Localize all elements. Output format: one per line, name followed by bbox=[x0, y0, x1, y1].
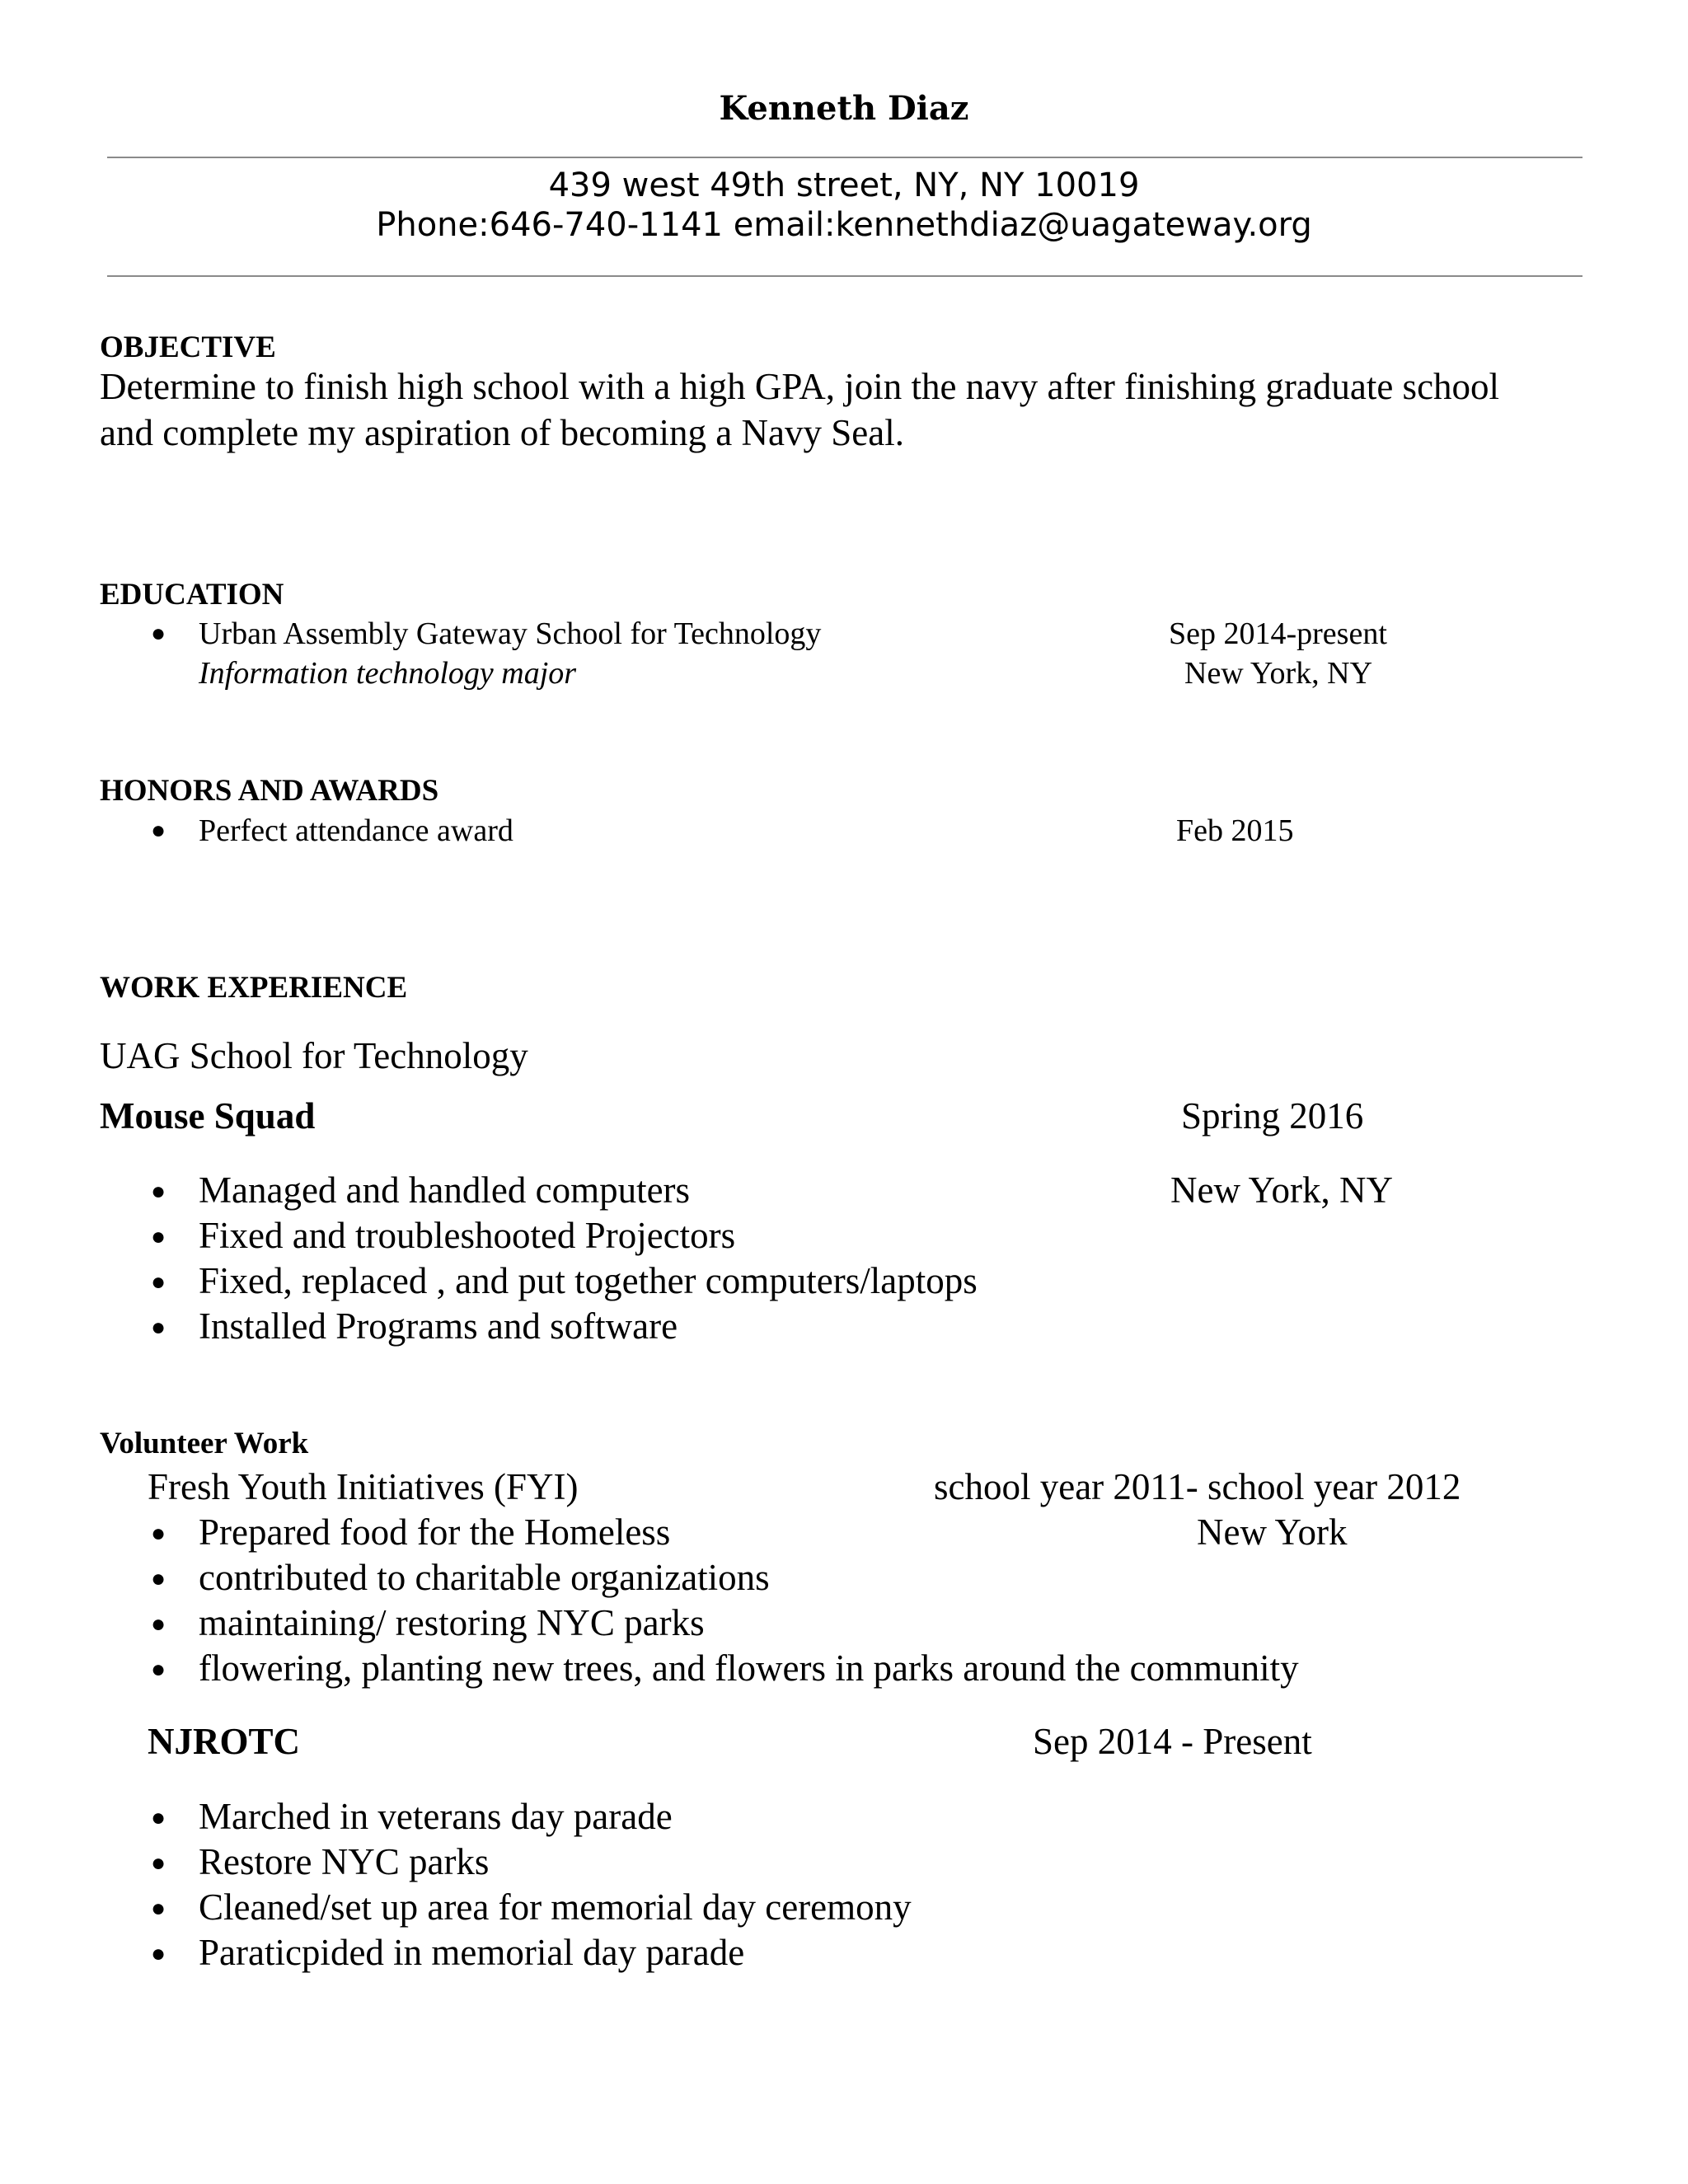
honors-award: Perfect attendance award bbox=[199, 813, 513, 848]
bullet-icon: ● bbox=[151, 1895, 166, 1922]
objective-line-2: and complete my aspiration of becoming a Navy Seal. bbox=[100, 412, 904, 453]
work-heading: WORK EXPERIENCE bbox=[100, 971, 408, 1005]
volunteer-dates: school year 2011- school year 2012 bbox=[934, 1466, 1461, 1507]
bullet-icon: ● bbox=[151, 1804, 166, 1831]
education-location: New York, NY bbox=[1184, 656, 1373, 691]
header-divider-bottom bbox=[107, 275, 1582, 277]
bullet-icon: ● bbox=[151, 1268, 166, 1296]
bullet-icon: ● bbox=[151, 1656, 166, 1683]
list-item: Prepared food for the Homeless bbox=[199, 1511, 671, 1553]
bullet-icon: ● bbox=[151, 1940, 166, 1967]
bullet-icon: ● bbox=[151, 1314, 166, 1341]
header-divider-top bbox=[107, 157, 1582, 158]
volunteer-heading: Volunteer Work bbox=[100, 1427, 309, 1460]
honors-heading: HONORS AND AWARDS bbox=[100, 774, 439, 808]
list-item: maintaining/ restoring NYC parks bbox=[199, 1602, 705, 1643]
list-item: Restore NYC parks bbox=[199, 1841, 490, 1882]
work-role: Mouse Squad bbox=[100, 1095, 316, 1137]
list-item: Cleaned/set up area for memorial day ceremony bbox=[199, 1886, 912, 1928]
bullet-icon: ● bbox=[151, 1223, 166, 1250]
bullet-icon: ● bbox=[151, 620, 166, 647]
bullet-icon: ● bbox=[151, 817, 166, 844]
list-item: Managed and handled computers bbox=[199, 1169, 691, 1211]
address-line: 439 west 49th street, NY, NY 10019 bbox=[548, 166, 1140, 204]
list-item: Fixed, replaced , and put together computers/laptops bbox=[199, 1260, 978, 1301]
work-dates: Spring 2016 bbox=[1181, 1095, 1364, 1137]
list-item: Paraticpided in memorial day parade bbox=[199, 1932, 745, 1973]
list-item: Installed Programs and software bbox=[199, 1305, 678, 1347]
objective-heading: OBJECTIVE bbox=[100, 330, 276, 364]
bullet-icon: ● bbox=[151, 1610, 166, 1638]
contact-line: Phone:646-740-1141 email:kennethdiaz@uagateway.org bbox=[376, 206, 1312, 244]
resume-name: Kenneth Diaz bbox=[719, 89, 969, 128]
list-item: Fixed and troubleshooted Projectors bbox=[199, 1215, 736, 1256]
objective-line-1: Determine to finish high school with a high GPA, join the navy after finishing graduate school bbox=[100, 366, 1500, 407]
njrotc-dates: Sep 2014 - Present bbox=[1033, 1721, 1312, 1762]
list-item: flowering, planting new trees, and flowers in parks around the community bbox=[199, 1647, 1299, 1689]
volunteer-organization: Fresh Youth Initiatives (FYI) bbox=[148, 1466, 579, 1507]
work-organization: UAG School for Technology bbox=[100, 1035, 528, 1076]
volunteer-location: New York bbox=[1197, 1511, 1348, 1553]
work-location: New York, NY bbox=[1170, 1169, 1394, 1211]
bullet-icon: ● bbox=[151, 1565, 166, 1592]
education-dates: Sep 2014-present bbox=[1169, 616, 1387, 651]
list-item: contributed to charitable organizations bbox=[199, 1557, 770, 1598]
bullet-icon: ● bbox=[151, 1178, 166, 1205]
education-major: Information technology major bbox=[199, 656, 577, 691]
education-heading: EDUCATION bbox=[100, 578, 284, 612]
njrotc-title: NJROTC bbox=[148, 1721, 301, 1762]
bullet-icon: ● bbox=[151, 1849, 166, 1877]
education-school: Urban Assembly Gateway School for Technology bbox=[199, 616, 822, 651]
honors-date: Feb 2015 bbox=[1176, 813, 1294, 848]
list-item: Marched in veterans day parade bbox=[199, 1796, 673, 1837]
bullet-icon: ● bbox=[151, 1520, 166, 1547]
